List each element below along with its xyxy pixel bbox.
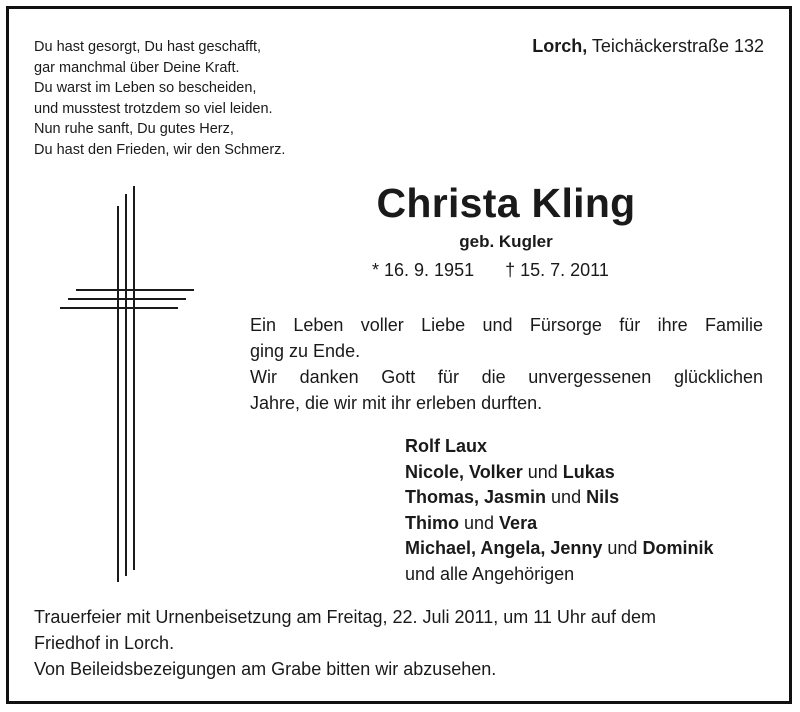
service-info	[34, 604, 774, 682]
tribute-line: Ein Leben voller Liebe und Fürsorge für ihre Familie	[250, 315, 763, 335]
death-date: † 15. 7. 2011	[505, 260, 609, 280]
mourner-names: Rolf Laux	[405, 436, 488, 456]
mourner-names: Dominik	[642, 538, 714, 558]
conjunction: und	[546, 487, 587, 507]
tribute-line: ging zu Ende.	[250, 341, 361, 361]
tribute-line: Jahre, die wir mit ihr erleben durften.	[250, 393, 543, 413]
mourner-names: Nicole, Volker	[405, 461, 523, 482]
conjunction: und	[459, 512, 500, 533]
tribute-line: Wir danken Gott für die unvergessenen glücklichen	[250, 367, 763, 387]
conjunction: und	[522, 461, 563, 482]
mourner-names: Nils	[586, 487, 620, 507]
mourner-row	[405, 460, 713, 486]
poem-line: Nun ruhe sanft, Du gutes Herz,	[34, 121, 234, 137]
tribute-text	[250, 312, 763, 416]
poem-line: und musstest trotzdem so viel leiden.	[34, 100, 273, 117]
poem-line: Du warst im Leben so bescheiden,	[34, 80, 257, 96]
conjunction: und	[602, 538, 643, 558]
service-line: Von Beileidsbezeigungen am Grabe bitten wir abzusehen.	[34, 659, 497, 679]
birth-date: * 16. 9. 1951	[372, 260, 475, 280]
poem-line: gar manchmal über Deine Kraft.	[34, 59, 240, 76]
poem-line: Du hast den Frieden, wir den Schmerz.	[34, 141, 286, 158]
service-line: Trauerfeier mit Urnenbeisetzung am Freitag, 22. Juli 2011, um 11 Uhr auf dem	[34, 607, 656, 627]
mourners-list	[405, 434, 713, 587]
service-line: Friedhof in Lorch.	[34, 633, 175, 653]
address-street: Teichäckerstraße 132	[591, 36, 764, 56]
mourner-row	[405, 511, 713, 537]
mourner-row	[405, 485, 713, 511]
cross-icon	[58, 186, 198, 582]
address-city: Lorch,	[532, 36, 588, 56]
mourner-row: und alle Angehörigen	[405, 563, 575, 584]
memorial-poem	[34, 37, 285, 160]
address	[532, 36, 764, 57]
poem-line: Du hast gesorgt, Du hast geschafft,	[34, 39, 262, 55]
mourner-row	[405, 434, 713, 460]
mourner-names: Michael, Angela, Jenny	[405, 538, 603, 558]
mourner-row	[405, 536, 713, 562]
deceased-name: Christa Kling	[376, 180, 636, 226]
mourner-names: Lukas	[562, 461, 615, 482]
mourner-names: Thomas, Jasmin	[405, 487, 547, 507]
mourner-names: Thimo	[405, 512, 459, 533]
maiden-name: geb. Kugler	[459, 232, 553, 251]
mourner-names: Vera	[499, 512, 538, 533]
life-dates	[372, 260, 609, 281]
